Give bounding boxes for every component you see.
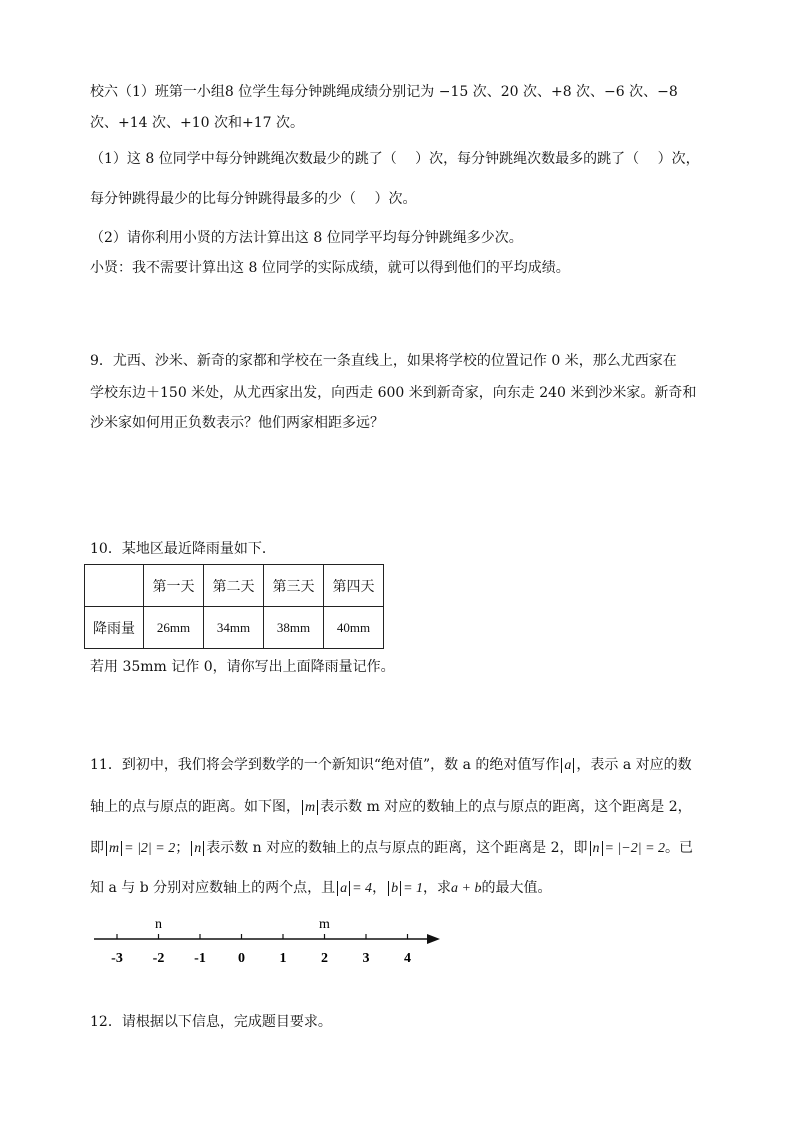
abs-a: a	[561, 758, 574, 773]
axis-tick-label: 0	[238, 951, 245, 966]
q9-line-2: 学校东边＋150 米处，从尤西家出发，向西走 600 米到新奇家，向东走 240 米到沙米家。新奇和	[90, 385, 697, 401]
table-cell: 34mm	[204, 607, 264, 649]
q12-title: 12．请根据以下信息，完成题目要求。	[90, 1014, 332, 1030]
q11-text: 表示数 m 对应的数轴上的点与原点的距离，这个距离是 2，	[320, 799, 692, 815]
rainfall-table	[84, 564, 384, 649]
q8-part2: （2）请你利用小贤的方法计算出这 8 位同学平均每分钟跳绳多少次。	[90, 230, 523, 246]
q8-intro-line-1: 校六（1）班第一小组8 位学生每分钟跳绳成绩分别记为 −15 次、20 次、+8 次、−6 次、−8	[90, 84, 678, 100]
axis-tick-label: 3	[362, 951, 370, 966]
table-row	[85, 565, 384, 607]
table-header-cell: 第二天	[204, 565, 264, 607]
axis-arrow-icon	[427, 934, 440, 944]
eq-n: = |−2| = 2	[604, 841, 666, 856]
axis-tick-label: 2	[321, 951, 328, 966]
abs-m: m	[302, 800, 318, 815]
table-row	[85, 607, 384, 649]
q11-text: 轴上的点与原点的距离。如下图，	[90, 799, 300, 815]
q11-text: ，求	[423, 880, 452, 896]
q8-part1-line-1: （1）这 8 位同学中每分钟跳绳次数最少的跳了（ ）次，每分钟跳绳次数最多的跳了（ ）次，	[90, 151, 700, 167]
axis-tick-label: 4	[404, 951, 411, 966]
q11-line-3	[90, 838, 693, 859]
q10-title: 10．某地区最近降雨量如下．	[90, 541, 276, 557]
table-header-cell: 第三天	[264, 565, 324, 607]
table-cell: 40mm	[324, 607, 384, 649]
q9-line-1: 9．尤西、沙米、新奇的家都和学校在一条直线上，如果将学校的位置记作 0 米，那么尤西家在	[90, 353, 677, 369]
q10-note: 若用 35mm 记作 0，请你写出上面降雨量记作。	[90, 659, 395, 675]
q11-line-4	[90, 878, 551, 899]
q8-part1-line-2: 每分钟跳得最少的比每分钟跳得最多的少（ ）次。	[90, 191, 417, 207]
q11-text: 即	[90, 840, 104, 856]
q9-line-3: 沙米家如何用正负数表示？他们两家相距多远？	[90, 415, 384, 431]
q8-intro-line-2: 次、+14 次、+10 次和+17 次。	[90, 115, 304, 131]
q11-text: 。已	[665, 840, 694, 856]
eq-a: = 4	[352, 881, 373, 896]
abs-m: m	[106, 841, 122, 856]
abs-n: n	[191, 841, 204, 856]
expr-a-plus-b: a + b	[451, 881, 482, 896]
q11-text: 11．到初中，我们将会学到数学的一个新知识“绝对值”，数 a 的绝对值写作	[90, 757, 560, 773]
number-line	[90, 912, 450, 970]
axis-tick-label: 1	[279, 951, 287, 966]
axis-tick-label: -3	[111, 951, 123, 966]
q11-text: ，	[372, 880, 387, 896]
axis-tick-label: -2	[152, 951, 165, 966]
q11-text: 知 a 与 b 分别对应数轴上的两个点，且	[90, 880, 336, 896]
q11-text: ，表示 a 对应的数	[576, 757, 692, 773]
abs-n: n	[590, 841, 603, 856]
eq-m: = |2| = 2	[124, 841, 176, 856]
table-cell: 38mm	[264, 607, 324, 649]
axis-tick-label: -1	[194, 951, 206, 966]
table-cell: 26mm	[144, 607, 204, 649]
table-row-label: 降雨量	[85, 607, 144, 649]
q11-line-2	[90, 797, 692, 818]
q8-xiaoxian-note: 小贤：我不需要计算出这 8 位同学的实际成绩，就可以得到他们的平均成绩。	[90, 260, 570, 276]
table-header-cell	[85, 565, 144, 607]
q11-line-1	[90, 755, 692, 776]
q11-text: 的最大值。	[481, 880, 552, 896]
table-header-cell: 第四天	[324, 565, 384, 607]
abs-a: a	[337, 881, 350, 896]
eq-b: = 1	[403, 881, 424, 896]
q11-text: ；	[175, 840, 190, 856]
point-label-n: n	[155, 917, 162, 932]
q11-text: 表示数 n 对应的数轴上的点与原点的距离，这个距离是 2，即	[206, 840, 588, 856]
point-label-m: m	[319, 917, 330, 932]
abs-b: b	[388, 881, 401, 896]
table-header-cell: 第一天	[144, 565, 204, 607]
